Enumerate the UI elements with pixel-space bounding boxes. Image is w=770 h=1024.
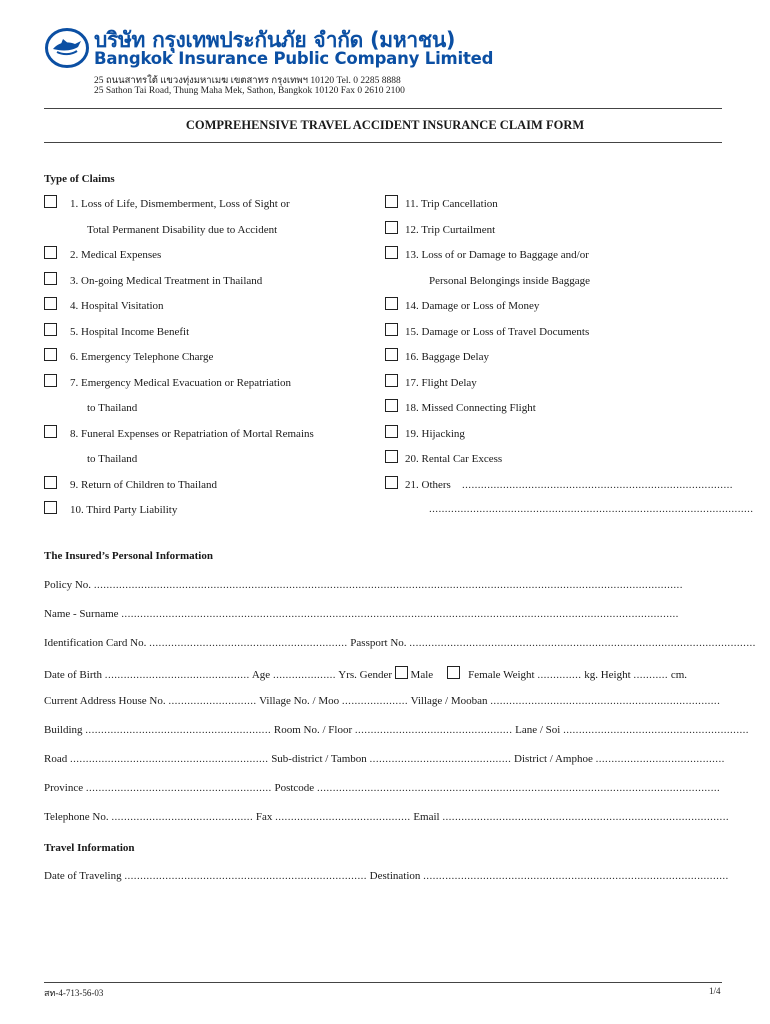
- province-row: [44, 782, 720, 794]
- address-house-label: Current Address House No.: [44, 695, 166, 707]
- claim-label-8: 8. Funeral Expenses or Repatriation of Mortal Remains: [70, 427, 314, 440]
- policy-no-row: [44, 579, 683, 591]
- claim-label-11: 11. Trip Cancellation: [405, 198, 498, 210]
- male-label: Male: [410, 669, 434, 681]
- travel-heading: Travel Information: [44, 842, 135, 854]
- claim-label-7: 7. Emergency Medical Evacuation or Repatriation: [70, 376, 291, 389]
- email-field[interactable]: ...........................................................................................: [442, 811, 729, 823]
- building-field[interactable]: ...........................................................: [85, 724, 272, 736]
- claims-heading: Type of Claims: [44, 173, 115, 185]
- room-label: Room No. / Floor: [273, 724, 353, 736]
- claim-label-4: 4. Hospital Visitation: [70, 300, 164, 312]
- male-checkbox[interactable]: [395, 666, 408, 679]
- others-field-line2[interactable]: .......................................................................................................: [429, 503, 754, 515]
- email-label: Email: [413, 811, 440, 823]
- postcode-field[interactable]: ................................................................................................................................: [316, 782, 721, 794]
- telephone-row: [44, 811, 729, 823]
- header-rule-top: [44, 108, 722, 109]
- province-field[interactable]: ...........................................................: [85, 782, 272, 794]
- female-checkbox[interactable]: [447, 666, 460, 679]
- company-address-thai: 25 ถนนสาทรใต้ แขวงทุ่งมหาเมฆ เขตสาทร กรุงเทพฯ 10120 Tel. 0 2285 8888: [94, 76, 401, 86]
- policy-no-label: Policy No.: [44, 579, 92, 591]
- village-no-label: Village No. / Moo: [259, 695, 340, 707]
- claim-checkbox-21[interactable]: [385, 476, 398, 489]
- age-field[interactable]: ....................: [272, 669, 336, 681]
- company-address-english: 25 Sathon Tai Road, Thung Maha Mek, Sathon, Bangkok 10120 Fax 0 2610 2100: [94, 86, 405, 96]
- building-row: [44, 724, 749, 736]
- claim-label-2: 2. Medical Expenses: [70, 249, 162, 261]
- footer-rule: [44, 982, 722, 983]
- travel-row: [44, 870, 729, 882]
- claim-checkbox-9[interactable]: [44, 476, 57, 489]
- claim-label-3: 3. On-going Medical Treatment in Thailand: [70, 274, 263, 287]
- village-label: Village / Mooban: [410, 695, 488, 707]
- claim-checkbox-19[interactable]: [385, 425, 398, 438]
- header-rule-bottom: [44, 142, 722, 143]
- subdistrict-field[interactable]: .............................................: [369, 753, 512, 765]
- claim-checkbox-20[interactable]: [385, 450, 398, 463]
- claim-label-15: 15. Damage or Loss of Travel Documents: [405, 325, 590, 338]
- page-number: 1/4: [709, 986, 721, 996]
- claim-checkbox-10[interactable]: [44, 501, 57, 514]
- gender-label: Yrs. Gender: [338, 669, 393, 681]
- telephone-label: Telephone No.: [44, 811, 109, 823]
- claim-label-9: 9. Return of Children to Thailand: [70, 478, 218, 491]
- village-no-field[interactable]: .....................: [341, 695, 409, 707]
- claim-label-6: 6. Emergency Telephone Charge: [70, 351, 214, 363]
- destination-field[interactable]: .................................................................................................: [423, 870, 729, 882]
- weight-label: Weight: [503, 669, 535, 681]
- district-field[interactable]: .........................................: [595, 753, 725, 765]
- claim-checkbox-15[interactable]: [385, 323, 398, 336]
- road-row: [44, 753, 725, 765]
- road-label: Road: [44, 753, 68, 765]
- claim-checkbox-13[interactable]: [385, 246, 398, 259]
- claim-checkbox-2[interactable]: [44, 246, 57, 259]
- claim-label-7-cont: to Thailand: [87, 402, 138, 414]
- height-field[interactable]: ...........: [633, 669, 669, 681]
- claim-checkbox-17[interactable]: [385, 374, 398, 387]
- telephone-field[interactable]: .............................................: [111, 811, 254, 823]
- name-field[interactable]: .................................................................................................................................................................................: [121, 608, 679, 620]
- fax-field[interactable]: ...........................................: [275, 811, 411, 823]
- address-row: [44, 695, 720, 707]
- company-logo: [45, 28, 89, 68]
- company-name-english: Bangkok Insurance Public Company Limited: [94, 49, 494, 68]
- company-name-thai: บริษัท กรุงเทพประกันภัย จำกัด (มหาชน): [94, 28, 456, 52]
- claim-checkbox-1[interactable]: [44, 195, 57, 208]
- claim-label-18: 18. Missed Connecting Flight: [405, 402, 536, 414]
- id-row: [44, 637, 756, 649]
- claim-label-1: 1. Loss of Life, Dismemberment, Loss of Sight or: [70, 198, 290, 210]
- claim-label-10: 10. Third Party Liability: [70, 504, 178, 516]
- subdistrict-label: Sub-district / Tambon: [271, 753, 367, 765]
- cm-label: cm.: [670, 669, 688, 681]
- claim-checkbox-7[interactable]: [44, 374, 57, 387]
- address-house-field[interactable]: ............................: [168, 695, 257, 707]
- id-card-field[interactable]: ...............................................................: [149, 637, 348, 649]
- claim-checkbox-3[interactable]: [44, 272, 57, 285]
- height-label: kg. Height: [584, 669, 631, 681]
- claim-label-20: 20. Rental Car Excess: [405, 453, 503, 465]
- date-travel-label: Date of Traveling: [44, 870, 122, 882]
- claim-label-17: 17. Flight Delay: [405, 376, 477, 389]
- claim-checkbox-16[interactable]: [385, 348, 398, 361]
- form-title: COMPREHENSIVE TRAVEL ACCIDENT INSURANCE CLAIM FORM: [185, 118, 585, 132]
- claim-label-8-cont: to Thailand: [87, 453, 138, 465]
- policy-no-field[interactable]: ...........................................................................................................................................................................................: [93, 579, 683, 591]
- claim-label-14: 14. Damage or Loss of Money: [405, 300, 540, 312]
- insured-heading: The Insured’s Personal Information: [44, 550, 213, 562]
- name-label: Name - Surname: [44, 608, 119, 620]
- claim-checkbox-12[interactable]: [385, 221, 398, 234]
- building-label: Building: [44, 724, 83, 736]
- dob-field[interactable]: ..............................................: [104, 669, 250, 681]
- lane-field[interactable]: ...........................................................: [563, 724, 749, 736]
- claim-label-13: 13. Loss of or Damage to Baggage and/or: [405, 249, 589, 261]
- claim-checkbox-8[interactable]: [44, 425, 57, 438]
- passport-label: Passport No.: [350, 637, 407, 649]
- claim-label-21: 21. Others: [405, 478, 451, 491]
- claim-checkbox-6[interactable]: [44, 348, 57, 361]
- claim-label-16: 16. Baggage Delay: [405, 351, 489, 363]
- village-field[interactable]: .........................................................................: [490, 695, 721, 707]
- female-label: Female: [468, 669, 501, 681]
- claim-label-12: 12. Trip Curtailment: [405, 223, 496, 236]
- others-field[interactable]: ......................................................................................: [462, 479, 733, 491]
- name-row: [44, 608, 679, 620]
- destination-label: Destination: [369, 870, 421, 882]
- dob-row: [44, 666, 687, 681]
- road-field[interactable]: ...............................................................: [69, 753, 269, 765]
- room-field[interactable]: ..................................................: [354, 724, 513, 736]
- claim-label-1-cont: Total Permanent Disability due to Accident: [87, 223, 278, 236]
- district-label: District / Amphoe: [514, 753, 593, 765]
- dob-label: Date of Birth: [44, 669, 103, 681]
- claim-label-19: 19. Hijacking: [405, 427, 465, 440]
- passport-field[interactable]: ..............................................................................................................: [409, 637, 756, 649]
- claim-checkbox-14[interactable]: [385, 297, 398, 310]
- fax-label: Fax: [255, 811, 273, 823]
- claim-label-5: 5. Hospital Income Benefit: [70, 325, 190, 338]
- postcode-label: Postcode: [274, 782, 315, 794]
- claim-checkbox-18[interactable]: [385, 399, 398, 412]
- weight-field[interactable]: ..............: [537, 669, 582, 681]
- province-label: Province: [44, 782, 84, 794]
- claim-checkbox-4[interactable]: [44, 297, 57, 310]
- form-code: สท-4-713-56-03: [44, 988, 104, 998]
- claim-checkbox-11[interactable]: [385, 195, 398, 208]
- claim-checkbox-5[interactable]: [44, 323, 57, 336]
- lane-label: Lane / Soi: [515, 724, 561, 736]
- date-travel-field[interactable]: .............................................................................: [124, 870, 367, 882]
- age-label: Age: [251, 669, 271, 681]
- claim-label-13-cont: Personal Belongings inside Baggage: [429, 274, 591, 287]
- id-card-label: Identification Card No.: [44, 637, 147, 649]
